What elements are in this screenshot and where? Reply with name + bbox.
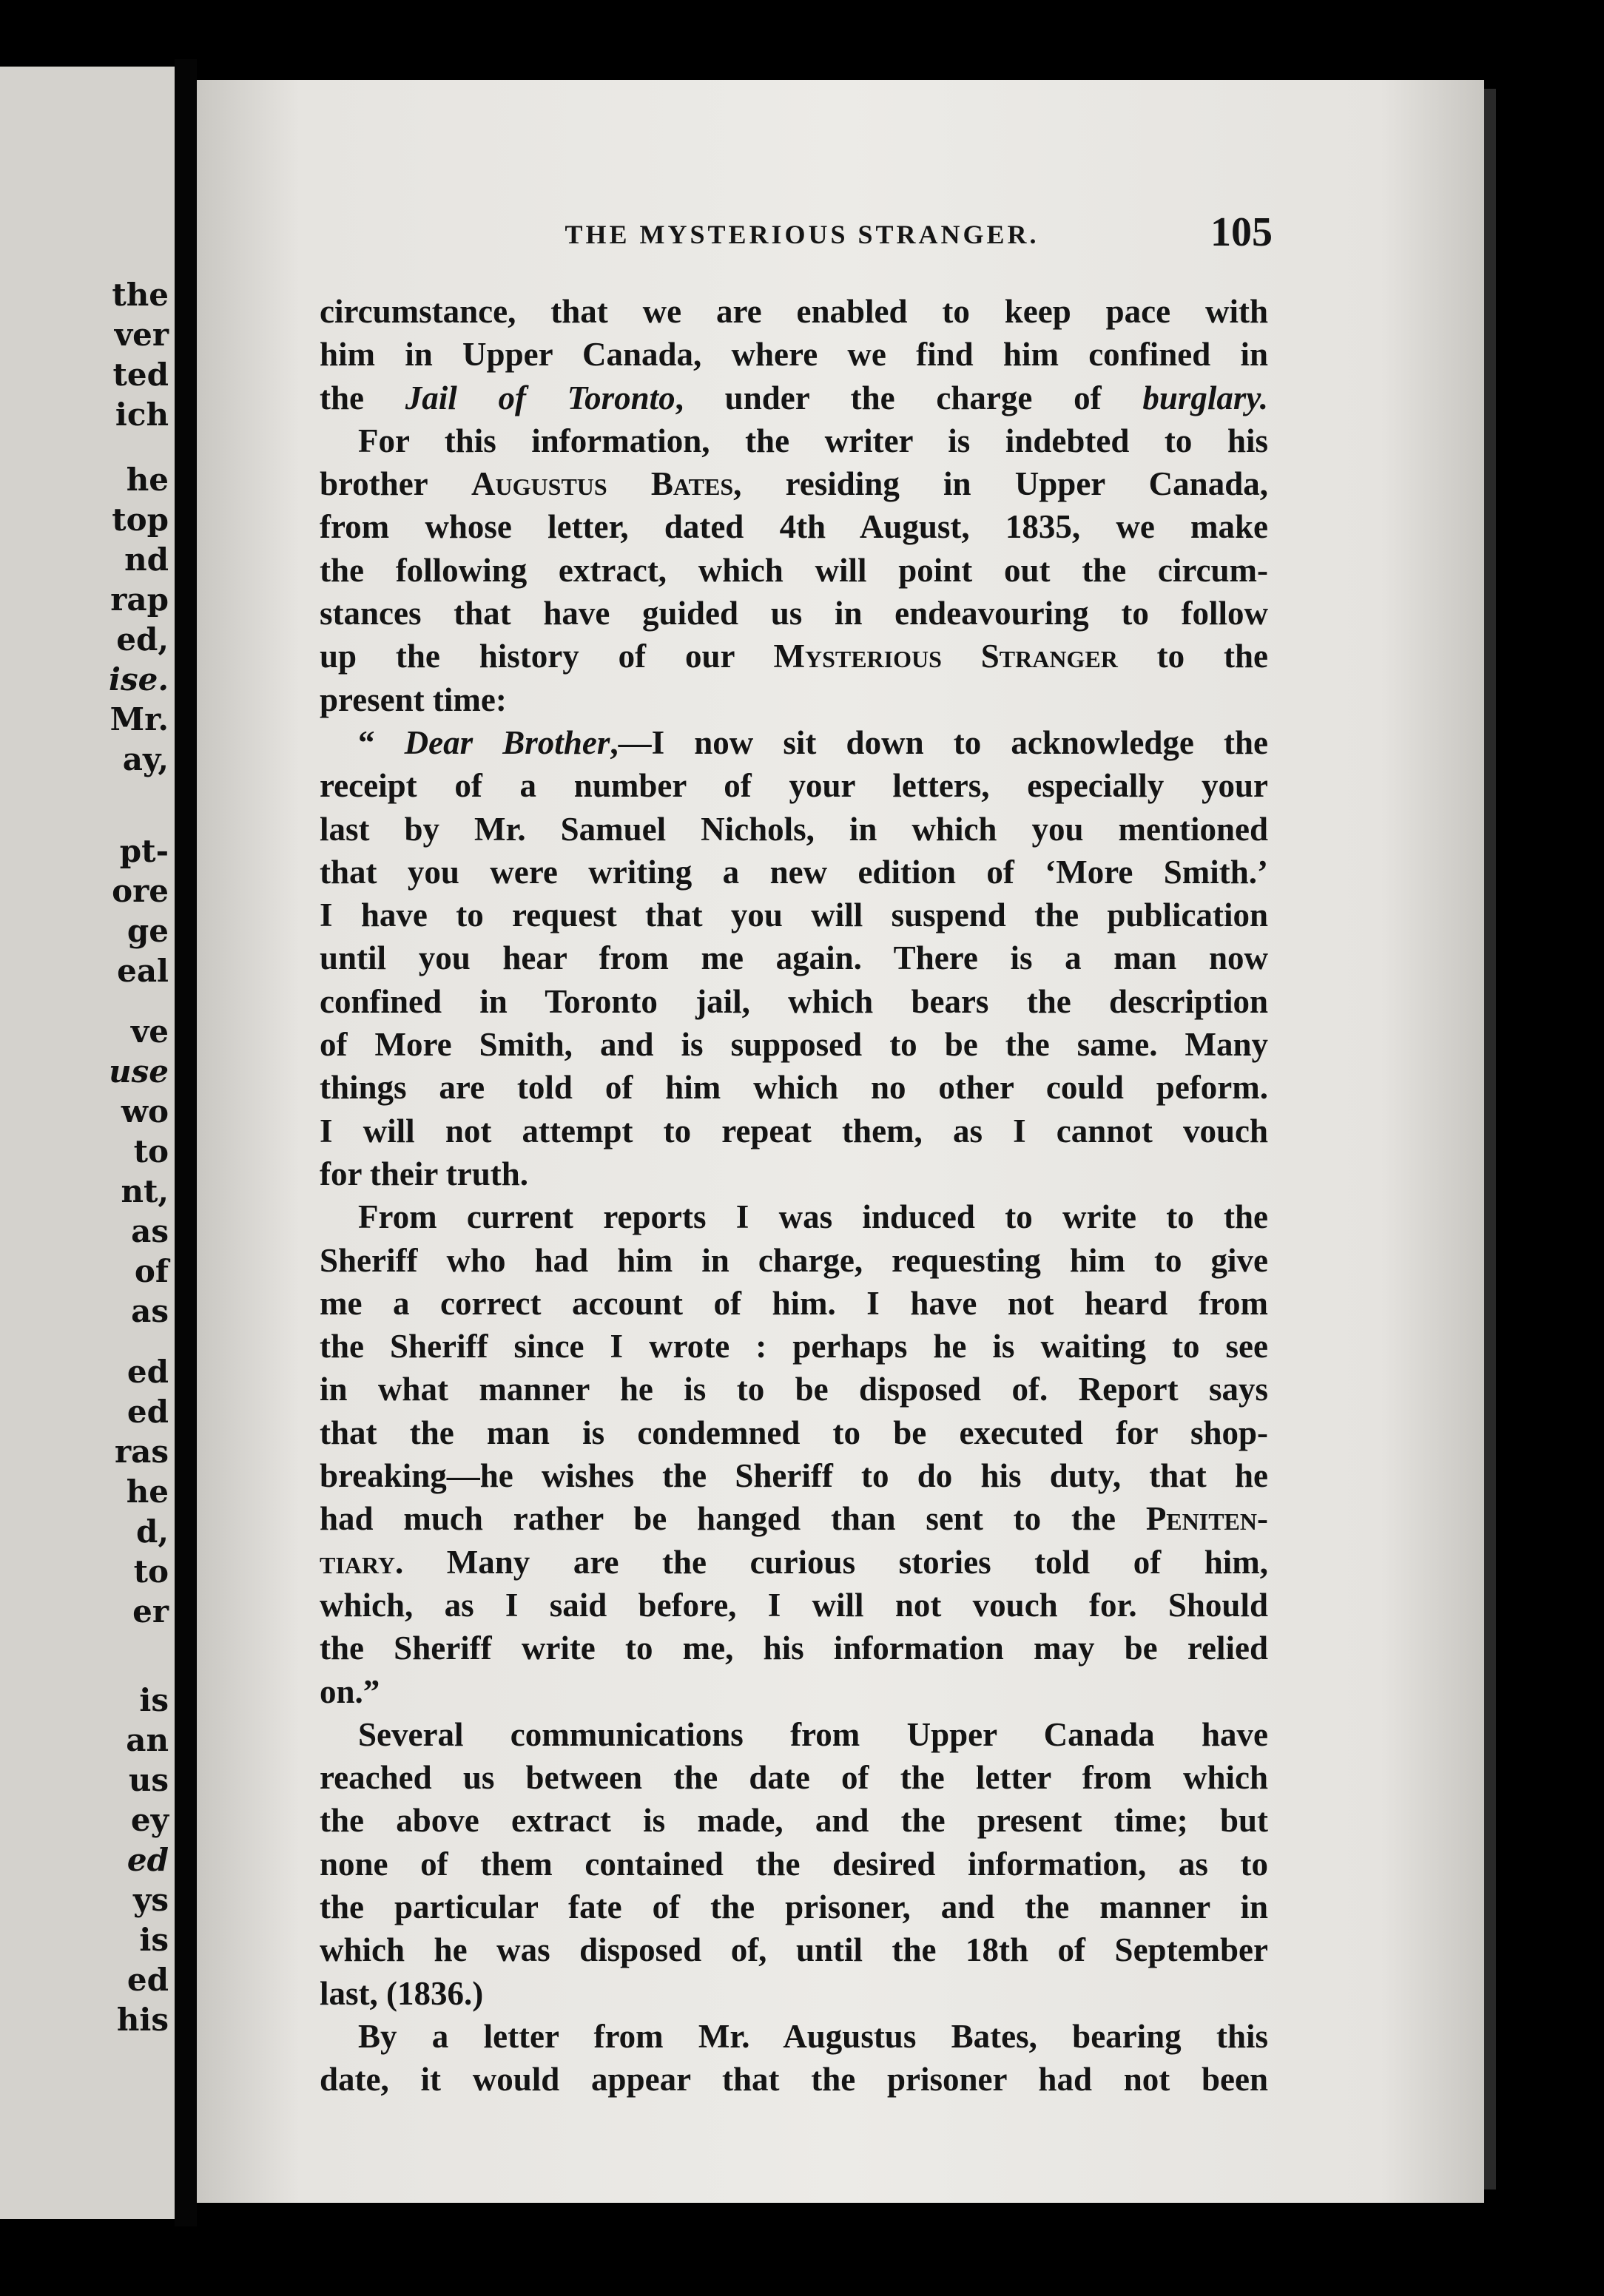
paragraph-start: Several communications from Upper Canada have xyxy=(358,1715,1268,1753)
left-fragment: rap xyxy=(110,581,169,618)
text-line xyxy=(320,462,1268,505)
left-fragment: pt- xyxy=(119,833,169,869)
left-fragment: ay, xyxy=(122,741,169,777)
running-head: THE MYSTERIOUS STRANGER. xyxy=(565,220,1039,249)
text-run: , residing in Upper Canada, xyxy=(733,465,1268,503)
page-edge xyxy=(1484,89,1496,2189)
italic-run: burglary. xyxy=(1142,379,1268,416)
text-line: I have to request that you will suspend the publication xyxy=(320,897,1268,934)
left-fragment: ey xyxy=(130,1802,169,1838)
text-line: that the man is condemned to be executed for shop- xyxy=(320,1414,1268,1451)
text-line: last, (1836.) xyxy=(320,1974,484,2012)
text-line: for their truth. xyxy=(320,1155,529,1192)
left-fragment: ore xyxy=(112,873,169,909)
left-fragment: top xyxy=(112,502,169,538)
left-fragment: ed xyxy=(127,1962,169,1998)
small-caps-word: tiary xyxy=(320,1543,395,1581)
left-fragment: us xyxy=(128,1762,169,1798)
text-line: the following extract, which will point out the circum- xyxy=(320,551,1268,589)
text-line: receipt of a number of your letters, especially your xyxy=(320,767,1268,805)
previous-page-fragment xyxy=(0,67,175,2219)
left-fragment: ed, xyxy=(116,621,169,658)
left-fragment: he xyxy=(126,462,169,498)
left-fragment: ge xyxy=(127,913,169,949)
left-fragment: ve xyxy=(130,1013,169,1050)
left-fragment: Mr. xyxy=(109,701,169,737)
left-fragment: to xyxy=(133,1553,169,1590)
text-run: up the history of our xyxy=(320,638,774,675)
text-line: on.” xyxy=(320,1672,380,1710)
text-run: ,—I now sit down to acknowledge the xyxy=(610,723,1269,761)
left-fragment: ich xyxy=(115,396,169,433)
text-line: present time: xyxy=(320,681,507,718)
text-run: to the xyxy=(1117,638,1268,675)
left-fragment: wo xyxy=(121,1093,169,1130)
paragraph-start: From current reports I was induced to write to the xyxy=(358,1198,1268,1236)
text-line xyxy=(320,1541,1268,1584)
text-run: brother xyxy=(320,465,472,503)
text-line xyxy=(320,377,1268,419)
left-fragment: an xyxy=(126,1722,169,1758)
text-line: from whose letter, dated 4th August, 1835, we make xyxy=(320,508,1268,546)
text-line: stances that have guided us in endeavouring to follow xyxy=(320,595,1268,632)
left-fragment: use xyxy=(109,1053,169,1090)
text-line: me a correct account of him. I have not heard from xyxy=(320,1284,1268,1322)
text-line: last by Mr. Samuel Nichols, in which you mentioned xyxy=(320,810,1268,848)
left-fragment: as xyxy=(131,1213,169,1249)
text-line: I will not attempt to repeat them, as I cannot vouch xyxy=(320,1112,1268,1149)
left-fragment: ys xyxy=(132,1882,169,1918)
text-line: none of them contained the desired information, as to xyxy=(320,1845,1268,1883)
page-body xyxy=(320,290,1268,2101)
text-run: . Many are the curious stories told of him, xyxy=(395,1543,1268,1581)
text-line xyxy=(320,635,1268,678)
left-fragment: d, xyxy=(136,1513,169,1550)
small-caps-word: Peniten- xyxy=(1145,1500,1268,1538)
text-line: the above extract is made, and the present time; but xyxy=(320,1802,1268,1840)
text-line: circumstance, that we are enabled to keep pace with xyxy=(320,293,1268,330)
left-fragment: ras xyxy=(115,1434,169,1470)
left-fragment: he xyxy=(126,1473,169,1510)
left-fragment: eal xyxy=(117,953,169,989)
left-fragment: his xyxy=(116,2002,169,2038)
book-gutter xyxy=(175,59,197,2226)
text-run: the xyxy=(320,379,405,416)
text-line: of More Smith, and is supposed to be the same. Many xyxy=(320,1026,1268,1064)
text-line: in what manner he is to be disposed of. Report says xyxy=(320,1371,1268,1408)
text-line: the Sheriff write to me, his information may be relied xyxy=(320,1630,1268,1667)
left-fragment: nt, xyxy=(121,1173,169,1209)
left-fragment: the xyxy=(112,277,169,313)
left-fragment: er xyxy=(132,1593,169,1630)
left-fragment: to xyxy=(133,1133,169,1169)
left-fragment: of xyxy=(134,1253,169,1289)
paragraph-start xyxy=(320,721,1268,764)
paragraph-start: By a letter from Mr. Augustus Bates, bearing this xyxy=(358,2017,1268,2055)
small-caps-name: Augustus Bates xyxy=(471,465,734,503)
text-run: “ xyxy=(358,723,405,761)
text-line: things are told of him which no other could peform. xyxy=(320,1069,1268,1107)
paragraph-start: For this information, the writer is indebted to his xyxy=(358,422,1268,459)
text-line: which he was disposed of, until the 18th of September xyxy=(320,1931,1268,1969)
small-caps-title: Mysterious Stranger xyxy=(773,638,1118,675)
text-run: had much rather be hanged than sent to the xyxy=(320,1500,1146,1538)
text-line: breaking—he wishes the Sheriff to do his duty, that he xyxy=(320,1457,1268,1495)
text-line: reached us between the date of the letter from which xyxy=(320,1759,1268,1797)
left-fragment: ver xyxy=(114,317,169,353)
left-fragment: nd xyxy=(124,541,169,578)
page-number: 105 xyxy=(1210,209,1273,255)
left-fragment: as xyxy=(131,1293,169,1329)
italic-run: Dear Brother xyxy=(404,723,610,761)
left-fragment: ed xyxy=(127,1394,169,1430)
left-fragment: ise. xyxy=(109,661,169,698)
text-line: him in Upper Canada, where we find him confined in xyxy=(320,336,1268,374)
text-line: the Sheriff since I wrote : perhaps he is waiting to see xyxy=(320,1328,1268,1365)
text-line: confined in Toronto jail, which bears the description xyxy=(320,982,1268,1020)
left-fragment: ted xyxy=(112,357,169,393)
left-fragment: is xyxy=(139,1682,169,1718)
text-line: the particular fate of the prisoner, and the manner in xyxy=(320,1888,1268,1925)
text-line: date, it would appear that the prisoner had not been xyxy=(320,2061,1268,2099)
text-line: until you hear from me again. There is a man now xyxy=(320,939,1268,977)
italic-run: Jail of Toronto xyxy=(405,379,675,416)
text-line xyxy=(320,1497,1268,1540)
left-fragment: ed xyxy=(127,1842,169,1878)
text-line: Sheriff who had him in charge, requesting him to give xyxy=(320,1241,1268,1279)
text-run: , under the charge of xyxy=(675,379,1143,416)
left-fragment: is xyxy=(139,1922,169,1958)
text-line: that you were writing a new edition of ‘More Smith.’ xyxy=(320,853,1268,891)
left-fragment: ed xyxy=(127,1354,169,1390)
text-line: which, as I said before, I will not vouch for. Should xyxy=(320,1586,1268,1624)
